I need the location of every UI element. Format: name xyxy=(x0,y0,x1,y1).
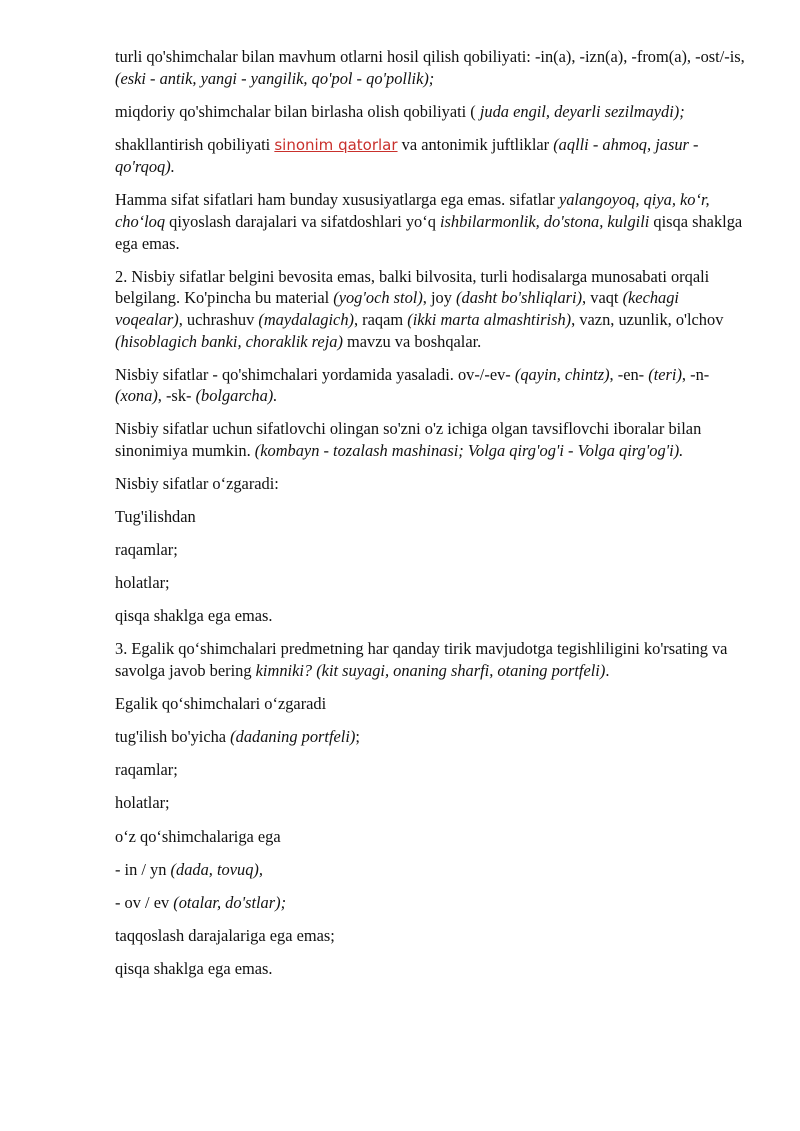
text-run: 2. Nisbiy sifatlar belgini bevosita emas, balki bilvosita, turli hodisalarga munosabati orqali belgilang. Ko'pincha bu material xyxy=(115,266,710,308)
text-run: - in / yn xyxy=(115,859,171,879)
italic-text: (otalar, do'stlar); xyxy=(173,892,287,912)
text-run: , raqam xyxy=(353,309,408,329)
text-run: , vaqt xyxy=(582,288,623,308)
text-run: raqamlar; xyxy=(115,540,178,560)
text-run: holatlar; xyxy=(115,793,170,813)
text-run: 3. Egalik qo‘shimchalari predmetning har qanday tirik mavjudotga tegishliligini ko'rsating va savolga javob bering xyxy=(115,639,728,681)
text-run: , uchrashuv xyxy=(178,309,259,329)
italic-text: (xona) xyxy=(115,386,158,406)
text-run: Nisbiy sifatlar o‘zgaradi: xyxy=(115,474,279,493)
paragraph xyxy=(115,958,745,980)
text-run: taqqoslash darajalariga ega emas; xyxy=(115,925,335,945)
italic-text: (bolgarcha). xyxy=(195,386,278,406)
text-run: qisqa shaklga ega emas. xyxy=(115,958,273,978)
sinonim-link[interactable]: sinonim qatorlar xyxy=(274,135,398,154)
paragraph xyxy=(115,638,745,681)
italic-text: (kombayn - tozalash mashinasi; Volga qirg'og'i - Volga qirg'og'i). xyxy=(254,440,684,460)
paragraph xyxy=(115,726,745,748)
paragraph xyxy=(115,134,745,178)
text-run: mavzu va boshqalar. xyxy=(342,331,482,351)
paragraph xyxy=(115,189,745,254)
paragraph xyxy=(115,539,745,561)
italic-text: (hisoblagich banki, choraklik reja) xyxy=(115,331,343,351)
italic-text: yalangoyoq, qiya, ko‘r, cho‘loq xyxy=(115,190,710,232)
paragraph xyxy=(115,925,745,947)
paragraph xyxy=(115,266,745,352)
italic-text: (maydalagich) xyxy=(258,309,354,329)
text-run: , joy xyxy=(422,288,457,308)
text-run: ; xyxy=(355,727,360,747)
italic-text: ishbilarmonlik, do'stona, kulgili xyxy=(440,212,650,232)
text-run: Egalik qo‘shimchalari o‘zgaradi xyxy=(115,694,327,714)
italic-text: (kechagi voqealar) xyxy=(115,288,679,329)
text-run: Tug'ilishdan xyxy=(115,507,196,527)
text-run: Hamma sifat sifatlari ham bunday xususiyatlarga ega emas. sifatlar xyxy=(115,190,559,210)
text-run: shakllantirish qobiliyati xyxy=(115,134,275,154)
italic-text: (eski - antik, yangi - yangilik, qo'pol - qo'pollik); xyxy=(115,68,435,88)
italic-text: (ikki marta almashtirish) xyxy=(407,309,572,329)
text-run: holatlar; xyxy=(115,573,170,593)
text-run: qiyoslash darajalari va sifatdoshlari yo‘q xyxy=(165,212,440,232)
paragraph xyxy=(115,792,745,814)
text-run: o‘z qo‘shimchalariga ega xyxy=(115,826,281,846)
paragraph xyxy=(115,101,745,123)
text-run: raqamlar; xyxy=(115,760,178,780)
italic-text: (kit suyagi, onaning sharfi, otaning portfeli) xyxy=(316,661,606,681)
italic-text: (dasht bo'shliqlari) xyxy=(456,288,583,308)
text-run: tug'ilish bo'yicha xyxy=(115,727,231,747)
italic-text: (aqlli - ahmoq, jasur - qo'rqoq). xyxy=(115,134,699,177)
paragraph xyxy=(115,572,745,594)
text-run: , -en- xyxy=(609,364,649,384)
italic-text: kimniki? xyxy=(255,661,313,681)
paragraph xyxy=(115,364,745,407)
text-run: Nisbiy sifatlar uchun sifatlovchi olingan so'zni o'z ichiga olgan tavsiflovchi iboralar bilan sinonimiya mumkin. xyxy=(115,419,702,460)
paragraph xyxy=(115,605,745,627)
text-run: turli qo'shimchalar bilan mavhum otlarni hosil qilish qobiliyati: -in(a), -izn(a), -from(a), -ost/-is, xyxy=(115,47,745,66)
paragraph xyxy=(115,46,745,89)
text-run: qisqa shaklga ega emas. xyxy=(115,212,743,253)
paragraph xyxy=(115,473,745,495)
text-run: miqdoriy qo'shimchalar bilan birlasha olish qobiliyati ( xyxy=(115,101,480,121)
italic-text: (dadaning portfeli) xyxy=(230,727,356,747)
paragraph xyxy=(115,693,745,715)
text-run: , -n- xyxy=(681,364,710,384)
paragraph xyxy=(115,418,745,461)
text-run: , -sk- xyxy=(157,386,196,406)
italic-text: (teri) xyxy=(648,364,682,384)
paragraph xyxy=(115,506,745,528)
text-run: - ov / ev xyxy=(115,892,174,912)
italic-text: juda engil, deyarli sezilmaydi); xyxy=(479,101,685,121)
italic-text: (qayin, chintz) xyxy=(514,364,610,384)
text-run: , vazn, uzunlik, o'lchov xyxy=(571,309,724,329)
paragraph xyxy=(115,859,745,881)
italic-text: (dada, tovuq), xyxy=(170,859,263,879)
italic-text: (yog'och stol) xyxy=(333,288,423,308)
text-run: Nisbiy sifatlar - qo'shimchalari yordamida yasaladi. ov-/-ev- xyxy=(115,364,515,384)
document-body xyxy=(115,46,745,991)
text-run: qisqa shaklga ega emas. xyxy=(115,606,273,626)
paragraph xyxy=(115,826,745,848)
text-run: . xyxy=(605,661,610,681)
paragraph xyxy=(115,892,745,914)
text-run: va antonimik juftliklar xyxy=(397,134,554,154)
paragraph xyxy=(115,759,745,781)
